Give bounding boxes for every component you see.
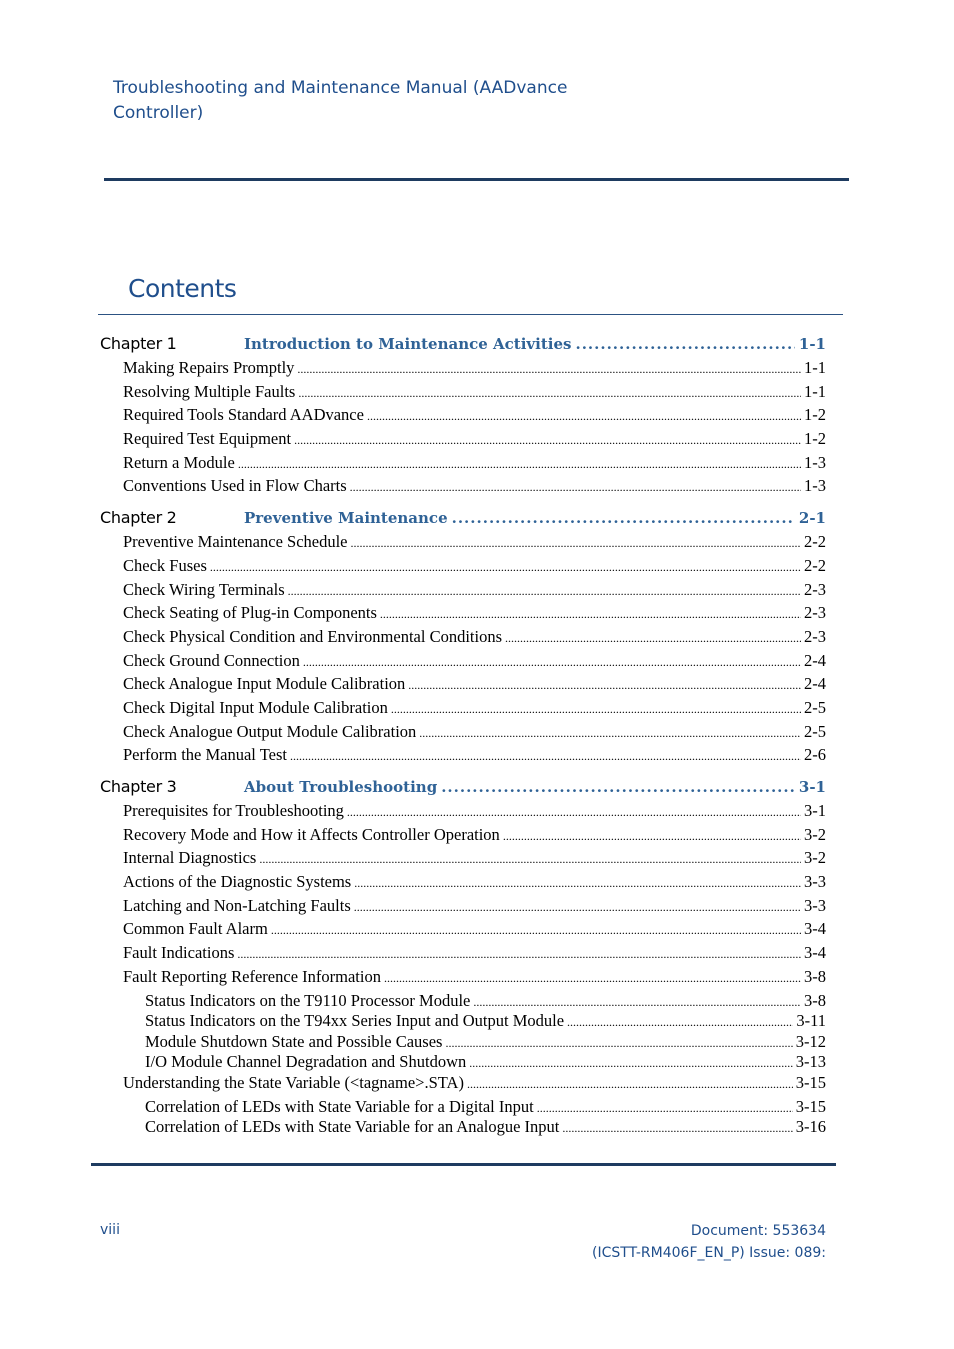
dot-leader [469,1056,793,1071]
section-page-number: 3-3 [804,872,826,892]
section-title: Check Analogue Input Module Calibration [123,674,406,694]
section-page-number: 3-13 [795,1052,826,1072]
toc-section-row[interactable] [100,801,826,825]
section-title: Required Tools Standard AADvance [123,405,364,425]
contents-rule [98,314,843,315]
toc-section-row[interactable] [100,848,826,872]
dot-leader [567,1015,793,1030]
chapter-page-number[interactable]: 2-1 [798,509,826,528]
dot-leader [467,1077,793,1092]
chapter-label: Chapter 1 [100,334,177,353]
dot-leader [298,386,801,401]
section-page-number: 1-2 [804,405,826,425]
toc-section-row[interactable] [100,453,826,477]
document-number: Document: 553634 [690,1223,826,1239]
section-page-number: 1-3 [804,476,826,496]
dot-leader [290,749,801,764]
toc-section-row[interactable] [100,674,826,698]
section-title: Correlation of LEDs with State Variable for an Analogue Input [145,1117,560,1137]
toc-section-row[interactable] [100,358,826,382]
manual-title: Troubleshooting and Maintenance Manual (AADvance Controller) [113,78,568,123]
toc-chapter-row[interactable] [100,777,826,801]
toc-section-row[interactable] [100,627,826,651]
section-title: Perform the Manual Test [123,745,287,765]
section-page-number: 1-3 [804,452,826,472]
toc-section-row[interactable] [100,698,826,722]
table-of-contents [100,334,826,1138]
dot-leader [271,923,801,938]
toc-section-row[interactable] [100,722,826,746]
dot-leader [473,995,801,1010]
dot-leader [505,631,801,646]
dot-leader [452,509,795,527]
toc-subsection-row[interactable] [100,991,826,1012]
section-title: Actions of the Diagnostic Systems [123,872,352,892]
toc-subsection-row[interactable] [100,1097,826,1118]
section-page-number: 2-5 [804,697,826,717]
toc-section-row[interactable] [100,476,826,500]
toc-section-row[interactable] [100,745,826,769]
toc-subsection-row[interactable] [100,1117,826,1138]
toc-subsection-row[interactable] [100,1011,826,1032]
dot-leader [391,702,801,717]
toc-section-row[interactable] [100,556,826,580]
section-page-number: 3-15 [795,1072,826,1092]
section-title: Fault Reporting Reference Information [123,966,381,986]
dot-leader [354,876,801,891]
section-title: Fault Indications [123,943,235,963]
toc-section-row[interactable] [100,429,826,453]
section-page-number: 2-3 [804,603,826,623]
section-page-number: 2-4 [804,674,826,694]
section-title: Check Wiring Terminals [123,579,285,599]
section-title: Preventive Maintenance Schedule [123,532,348,552]
section-page-number: 3-2 [804,824,826,844]
section-title: Latching and Non-Latching Faults [123,895,351,915]
toc-subsection-row[interactable] [100,1052,826,1073]
section-page-number: 3-4 [804,919,826,939]
toc-section-row[interactable] [100,405,826,429]
chapter-label: Chapter 2 [100,508,177,528]
section-title: Check Analogue Output Module Calibration [123,721,417,741]
section-title: Module Shutdown State and Possible Causes [145,1031,443,1051]
section-title: Check Physical Condition and Environmental Conditions [123,626,503,646]
dot-leader [351,536,802,551]
section-title: Understanding the State Variable (<tagname>.STA) [123,1072,464,1092]
dot-leader [445,1036,792,1051]
chapter-label: Chapter 3 [100,777,177,796]
contents-heading: Contents [128,274,237,303]
dot-leader [303,655,801,670]
dot-leader [384,971,801,986]
dot-leader [367,409,801,424]
section-page-number: 3-3 [804,895,826,915]
section-page-number: 1-1 [804,358,826,377]
page-number: viii [100,1222,120,1238]
section-page-number: 3-12 [795,1031,826,1051]
section-page-number: 3-16 [795,1117,826,1137]
dot-leader [441,778,795,796]
toc-section-row[interactable] [100,943,826,967]
section-title: Prerequisites for Troubleshooting [123,801,344,820]
section-title: Check Digital Input Module Calibration [123,697,388,717]
document-info [592,1220,826,1264]
section-title: Check Seating of Plug-in Components [123,603,377,623]
chapter-title-link[interactable]: Preventive Maintenance [244,509,448,528]
section-page-number: 2-2 [804,555,826,575]
dot-leader [237,947,801,962]
dot-leader [562,1121,792,1136]
dot-leader [238,457,801,472]
section-title: I/O Module Channel Degradation and Shutdown [145,1052,467,1072]
section-page-number: 3-11 [796,1011,826,1031]
toc-section-row[interactable] [100,580,826,604]
toc-section-row[interactable] [100,1073,826,1097]
section-title: Status Indicators on the T94xx Series Input and Output Module [145,1011,565,1031]
section-title: Conventions Used in Flow Charts [123,476,347,496]
section-page-number: 3-1 [804,801,826,820]
section-page-number: 3-15 [795,1096,826,1116]
dot-leader [259,852,801,867]
dot-leader [350,480,801,495]
toc-section-row[interactable] [100,967,826,991]
dot-leader [503,829,801,844]
section-title: Status Indicators on the T9110 Processor Module [145,990,471,1010]
section-page-number: 3-8 [804,990,826,1010]
section-title: Resolving Multiple Faults [123,381,296,401]
footer-rule [91,1163,836,1166]
toc-section-row[interactable] [100,872,826,896]
toc-subsection-row[interactable] [100,1032,826,1053]
dot-leader [347,805,801,820]
section-page-number: 2-4 [804,650,826,670]
dot-leader [297,362,801,377]
section-title: Common Fault Alarm [123,919,268,939]
section-title: Recovery Mode and How it Affects Controller Operation [123,824,500,844]
section-title: Making Repairs Promptly [123,358,295,377]
dot-leader [294,433,801,448]
section-title: Check Ground Connection [123,650,300,670]
section-title: Internal Diagnostics [123,848,257,868]
dot-leader [380,607,801,622]
dot-leader [288,584,801,599]
toc-section-row[interactable] [100,896,826,920]
section-title: Required Test Equipment [123,429,292,449]
toc-section-row[interactable] [100,603,826,627]
section-title: Check Fuses [123,555,207,575]
toc-section-row[interactable] [100,825,826,849]
section-title: Return a Module [123,452,235,472]
toc-section-row[interactable] [100,382,826,406]
toc-section-row[interactable] [100,651,826,675]
toc-section-row[interactable] [100,532,826,556]
chapter-page-number[interactable]: 1-1 [798,335,826,353]
section-page-number: 1-1 [804,381,826,401]
section-page-number: 2-3 [804,579,826,599]
dot-leader [210,560,801,575]
section-page-number: 2-2 [804,532,826,552]
section-page-number: 3-4 [804,943,826,963]
dot-leader [419,726,801,741]
document-issue: (ICSTT-RM406F_EN_P) Issue: 089: [592,1245,826,1261]
toc-section-row[interactable] [100,919,826,943]
dot-leader [537,1101,793,1116]
chapter-title-link[interactable]: Introduction to Maintenance Activities [244,335,572,353]
dot-leader [575,335,794,353]
toc-chapter-row[interactable] [100,334,826,358]
section-page-number: 2-6 [804,745,826,765]
header-rule [104,178,849,181]
section-title: Correlation of LEDs with State Variable for a Digital Input [145,1096,534,1116]
chapter-page-number[interactable]: 3-1 [798,778,826,796]
dot-leader [354,900,801,915]
section-page-number: 1-2 [804,429,826,449]
chapter-title-link[interactable]: About Troubleshooting [244,778,438,796]
section-page-number: 3-2 [804,848,826,868]
toc-chapter-row[interactable] [100,508,826,532]
section-page-number: 2-5 [804,721,826,741]
dot-leader [408,678,801,693]
section-page-number: 3-8 [804,966,826,986]
section-page-number: 2-3 [804,626,826,646]
